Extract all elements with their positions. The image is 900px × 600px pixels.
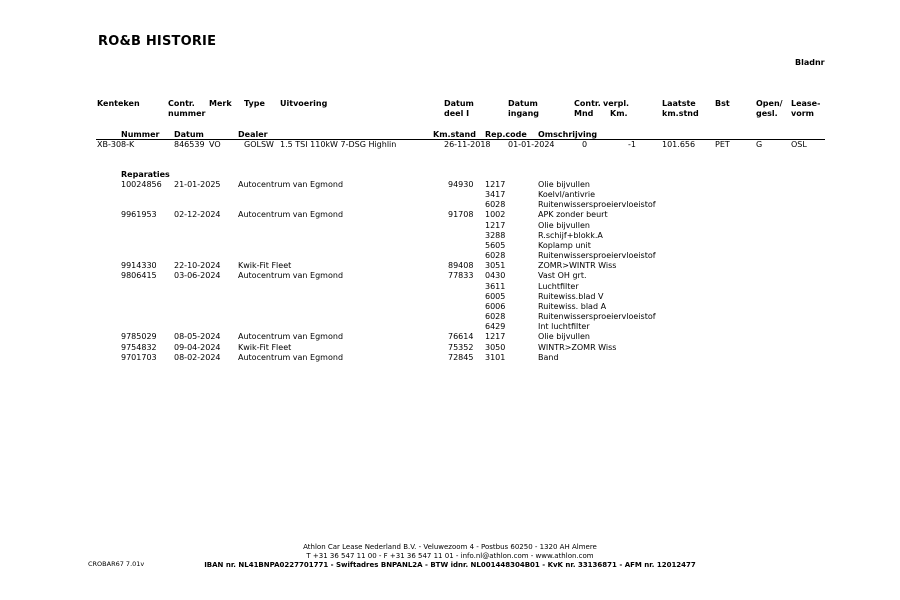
repair-km-stand: 89408 — [448, 261, 474, 271]
repair-code: 3611 — [485, 281, 506, 291]
repair-nummer: 9754832 — [121, 342, 157, 352]
vehicle-bst: PET — [715, 140, 730, 149]
vehicle-lease-vorm: OSL — [791, 140, 807, 149]
repair-km-stand: 77833 — [448, 271, 474, 281]
repair-code: 3288 — [485, 230, 506, 240]
repair-omschrijving: Koelvl/antivrie — [538, 190, 596, 200]
report-version: CROBAR67 7.01v — [88, 560, 145, 568]
repair-km-stand: 75352 — [448, 342, 474, 352]
repair-dealer: Autocentrum van Egmond — [238, 210, 344, 220]
header-open-gesl: Open/ gesl. — [756, 99, 783, 118]
repair-omschrijving: Ruitenwissersproeiervloeistof — [538, 200, 656, 210]
repair-code: 3101 — [485, 352, 506, 362]
header-laatste-km: Laatste km.stnd — [662, 99, 699, 118]
repair-km-stand: 72845 — [448, 352, 474, 362]
vehicle-contr-mnd: 0 — [582, 140, 588, 149]
repair-dealer: Kwik-Fit Fleet — [238, 342, 292, 352]
header-verpl-km: verpl. Km. — [603, 99, 630, 118]
repair-code: 6028 — [485, 200, 506, 210]
repair-code: 1217 — [485, 180, 506, 189]
vehicle-datum-deel-i: 26-11-2018 — [444, 140, 491, 149]
vehicle-laatste-km: 101.656 — [662, 140, 696, 149]
repair-dealer: Autocentrum van Egmond — [238, 180, 344, 189]
repair-nummer: 9701703 — [121, 352, 157, 362]
repair-omschrijving: Olie bijvullen — [538, 332, 590, 342]
vehicle-datum-ingang: 01-01-2024 — [508, 140, 555, 149]
vehicle-open-gesl: G — [756, 140, 763, 149]
repair-km-stand: 76614 — [448, 332, 474, 342]
footer-address: Athlon Car Lease Nederland B.V. - Veluwezoom 4 - Postbus 60250 - 1320 AH Almere — [303, 543, 597, 551]
repair-omschrijving: Ruitenwissersproeiervloeistof — [538, 251, 656, 261]
repair-omschrijving: R.schijf+blokk.A — [538, 230, 603, 240]
vehicle-merk: VO — [209, 140, 221, 149]
repair-code: 5605 — [485, 240, 506, 250]
repair-omschrijving: Int luchtfilter — [538, 322, 590, 332]
header-datum-ingang: Datum ingang — [508, 99, 539, 118]
vehicle-verpl-km: -1 — [628, 140, 636, 149]
bladnr-label: Bladnr — [795, 58, 825, 67]
repair-nummer: 9914330 — [121, 261, 157, 271]
header-kenteken: Kenteken — [97, 99, 140, 108]
repair-omschrijving: Band — [538, 352, 559, 362]
repair-omschrijving: APK zonder beurt — [538, 210, 608, 220]
vehicle-contr-nummer: 846539 — [174, 140, 205, 149]
repair-omschrijving: Olie bijvullen — [538, 220, 590, 230]
repair-code: 6005 — [485, 291, 506, 301]
repair-dealer: Autocentrum van Egmond — [238, 332, 344, 342]
repair-datum: 02-12-2024 — [174, 210, 221, 220]
footer-registration: IBAN nr. NL41BNPA0227701771 - Swiftadres BNPANL2A - BTW idnr. NL001448304B01 - KvK nr. 33136871 - AFM nr. 12012477 — [204, 561, 696, 569]
repair-omschrijving: Luchtfilter — [538, 281, 579, 291]
header-contr-mnd: Contr. Mnd — [574, 99, 601, 118]
repair-nummer: 9785029 — [121, 332, 157, 342]
header-bst: Bst — [715, 99, 730, 108]
repair-code: 3051 — [485, 261, 506, 271]
repair-nummer: 10024856 — [121, 180, 162, 189]
repair-code: 1217 — [485, 332, 506, 342]
vehicle-kenteken: XB-308-K — [97, 140, 135, 149]
repair-datum: 08-02-2024 — [174, 352, 221, 362]
header-datum-deel-i: Datum deel I — [444, 99, 474, 118]
repair-code: 6429 — [485, 322, 506, 332]
repair-code: 1217 — [485, 220, 506, 230]
footer-contact: T +31 36 547 11 00 - F +31 36 547 11 01 - info.nl@athlon.com - www.athlon.com — [306, 552, 594, 560]
repair-code: 6006 — [485, 301, 506, 311]
repair-code: 3417 — [485, 190, 506, 200]
repair-dealer: Autocentrum van Egmond — [238, 271, 344, 281]
repair-code: 1002 — [485, 210, 506, 220]
repair-code: 6028 — [485, 312, 506, 322]
repair-omschrijving: ZOMR>WINTR Wiss — [538, 261, 617, 271]
header-dealer: Dealer — [238, 130, 268, 139]
repair-dealer: Autocentrum van Egmond — [238, 352, 344, 362]
repair-omschrijving: Olie bijvullen — [538, 180, 590, 189]
repair-omschrijving: Koplamp unit — [538, 240, 591, 250]
header-km-stand: Km.stand — [433, 130, 476, 139]
repair-datum: 09-04-2024 — [174, 342, 221, 352]
header-rep-code: Rep.code — [485, 130, 527, 139]
repair-datum: 08-05-2024 — [174, 332, 221, 342]
vehicle-type: GOLSW — [244, 140, 274, 149]
header-merk: Merk — [209, 99, 232, 108]
repair-omschrijving: Ruitewiss. blad A — [538, 301, 607, 311]
repair-code: 0430 — [485, 271, 506, 281]
repair-nummer: 9806415 — [121, 271, 157, 281]
header-contr: Contr. nummer — [168, 99, 206, 118]
header-type: Type — [244, 99, 265, 108]
vehicle-uitvoering: 1.5 TSI 110kW 7-DSG Highlin — [280, 140, 397, 149]
repair-omschrijving: Ruitenwissersproeiervloeistof — [538, 312, 656, 322]
repair-nummer: 9961953 — [121, 210, 157, 220]
repair-omschrijving: Ruitewiss.blad V — [538, 291, 604, 301]
repair-datum: 03-06-2024 — [174, 271, 221, 281]
repair-dealer: Kwik-Fit Fleet — [238, 261, 292, 271]
repair-code: 3050 — [485, 342, 506, 352]
header-datum: Datum — [174, 130, 204, 139]
repair-omschrijving: WINTR>ZOMR Wiss — [538, 342, 617, 352]
repair-omschrijving: Vast OH grt. — [538, 271, 587, 281]
repair-km-stand: 94930 — [448, 180, 474, 189]
header-lease-vorm: Lease- vorm — [791, 99, 821, 118]
repair-datum: 21-01-2025 — [174, 180, 221, 189]
header-nummer: Nummer — [121, 130, 160, 139]
repair-km-stand: 91708 — [448, 210, 474, 220]
repair-code: 6028 — [485, 251, 506, 261]
reparaties-label: Reparaties — [121, 170, 170, 179]
header-omschrijving: Omschrijving — [538, 130, 598, 139]
page-title: RO&B HISTORIE — [98, 34, 217, 49]
header-uitvoering: Uitvoering — [280, 99, 328, 108]
repair-datum: 22-10-2024 — [174, 261, 221, 271]
